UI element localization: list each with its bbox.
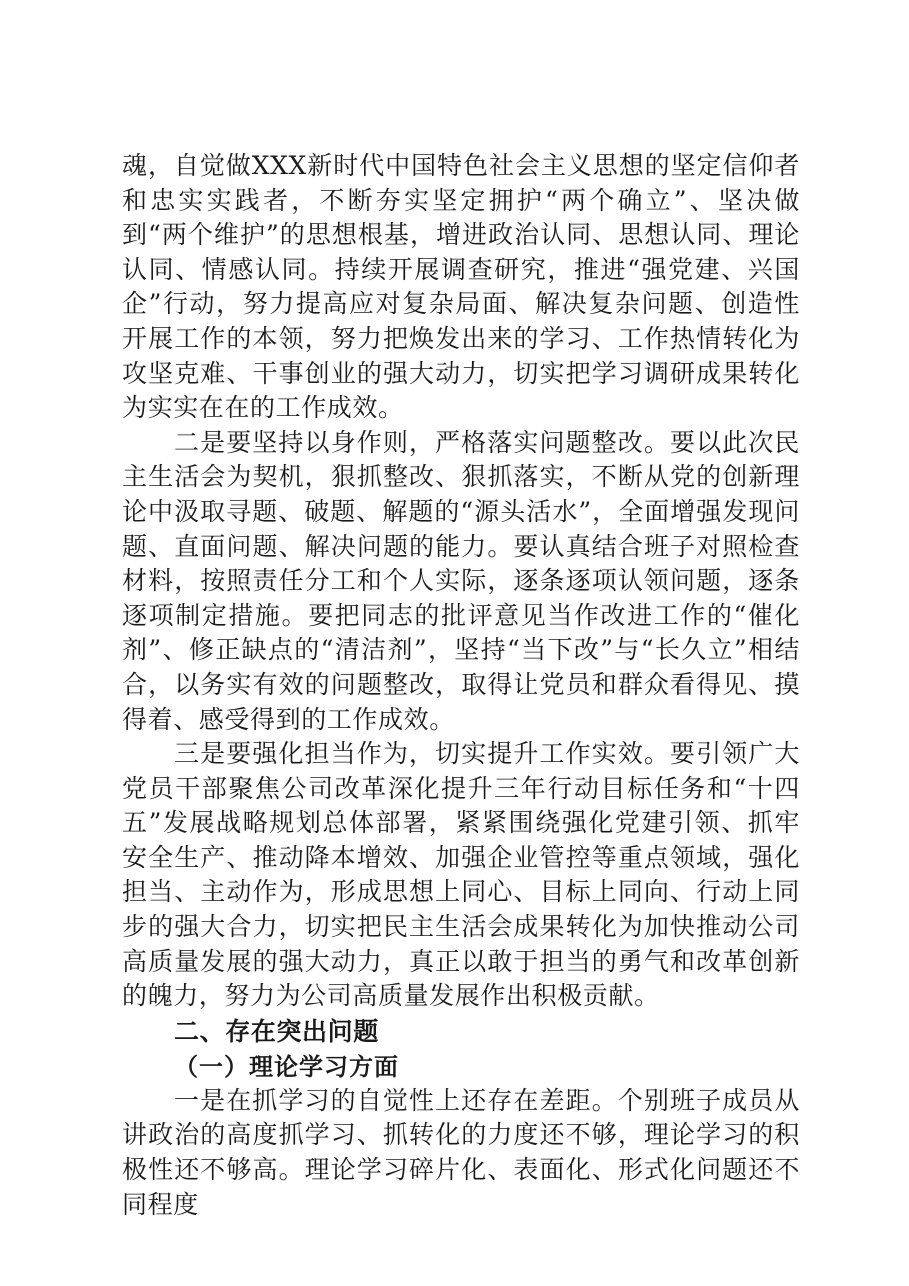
document-body <box>122 149 800 1222</box>
subsection-heading: （一）理论学习方面 <box>174 1051 399 1081</box>
paragraph-point-three: 三是要强化担当作为，切实提升工作实效。要引领广大党员干部聚焦公司改革深化提升三年行动目标任务和“十四五”发展战略规划总体部署，紧紧围绕强化党建引领、抓牢安全生产、推动降本增效、加强企业管控等重点领域，强化担当、主动作为，形成思想上同心、目标上同向、行动上同步的强大合力，切实把民主生活会成果转化为加快推动公司高质量发展的强大动力，真正以敢于担当的勇气和改革创新的魄力，努力为公司高质量发展作出积极贡献。 <box>122 739 800 1011</box>
section-heading: 二、存在突出问题 <box>174 1016 379 1046</box>
paragraph-problem-one: 一是在抓学习的自觉性上还存在差距。个别班子成员从讲政治的高度抓学习、抓转化的力度还不够，理论学习的积极性还不够高。理论学习碎片化、表面化、形式化问题还不同程度 <box>122 1085 800 1219</box>
paragraph-continuation: 魂，自觉做XXX新时代中国特色社会主义思想的坚定信仰者和忠实实践者，不断夯实坚定拥护“两个确立”、坚决做到“两个维护”的思想根基，增进政治认同、思想认同、理论认同、情感认同。持续开展调查研究，推进“强党建、兴国企”行动，努力提高应对复杂局面、解决复杂问题、创造性开展工作的本领，努力把焕发出来的学习、工作热情转化为攻坚克难、干事创业的强大动力，切实把学习调研成果转化为实实在在的工作成效。 <box>122 151 800 423</box>
paragraph-point-two: 二是要坚持以身作则，严格落实问题整改。要以此次民主生活会为契机，狠抓整改、狠抓落实，不断从党的创新理论中汲取寻题、破题、解题的“源头活水”，全面增强发现问题、直面问题、解决问题的能力。要认真结合班子对照检查材料，按照责任分工和个人实际，逐条逐项认领问题，逐条逐项制定措施。要把同志的批评意见当作改进工作的“催化剂”、修正缺点的“清洁剂”，坚持“当下改”与“长久立”相结合，以务实有效的问题整改，取得让党员和群众看得见、摸得着、感受得到的工作成效。 <box>122 427 800 734</box>
